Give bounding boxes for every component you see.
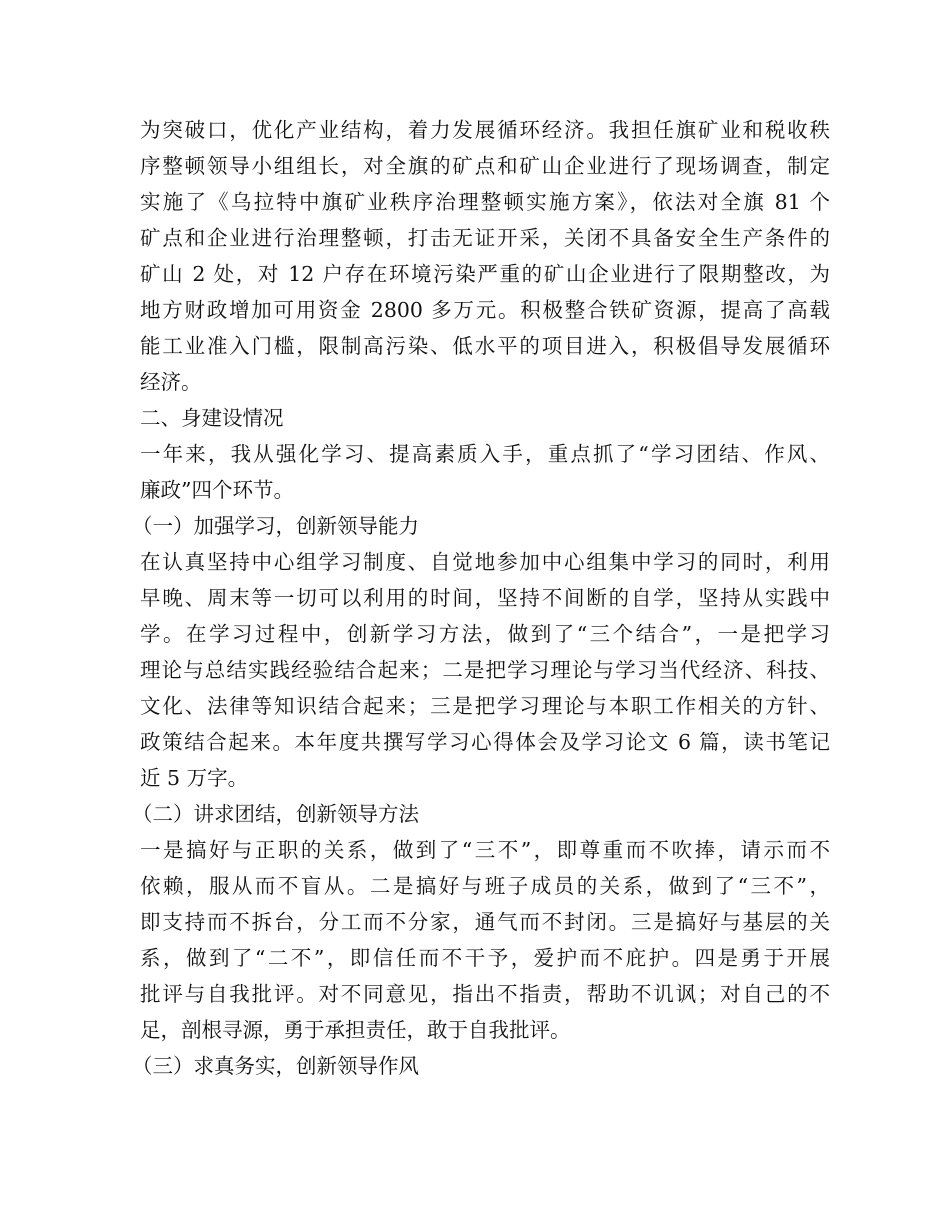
text-line: 为突破口，优化产业结构，着力发展循环经济。我担任旗矿业和税收秩 (140, 118, 830, 142)
text-line: 文化、法律等知识结合起来；三是把学习理论与本职工作相关的方针、 (140, 694, 830, 718)
text-line: 足，剖根寻源，勇于承担责任，敢于自我批评。 (140, 1018, 571, 1042)
text-line: 一年来，我从强化学习、提高素质入手，重点抓了“学习团结、作风、 (140, 442, 830, 466)
text-line: 一是搞好与正职的关系，做到了“三不”，即尊重而不吹捧，请示而不 (140, 838, 830, 862)
subsection-heading: （二）讲求团结，创新领导方法 (132, 802, 419, 826)
text-line: 系，做到了“二不”，即信任而不干予，爱护而不庇护。四是勇于开展 (140, 946, 830, 970)
text-line: 政策结合起来。本年度共撰写学习心得体会及学习论文 6 篇，读书笔记 (140, 730, 830, 754)
text-line: 理论与总结实践经验结合起来；二是把学习理论与学习当代经济、科技、 (140, 658, 830, 682)
text-line: 能工业准入门槛，限制高污染、低水平的项目进入，积极倡导发展循环 (140, 334, 830, 358)
text-line: 实施了《乌拉特中旗矿业秩序治理整顿实施方案》，依法对全旗 81 个 (140, 190, 830, 214)
text-line: 依赖，服从而不盲从。二是搞好与班子成员的关系，做到了“三不”， (140, 874, 830, 898)
section-heading: 二、身建设情况 (140, 406, 284, 430)
document-body (132, 112, 830, 1084)
text-line: 即支持而不拆台，分工而不分家，通气而不封闭。三是搞好与基层的关 (140, 910, 830, 934)
text-line: 近 5 万字。 (140, 766, 249, 790)
subsection-heading: （三）求真务实，创新领导作风 (132, 1054, 419, 1078)
text-line: 批评与自我批评。对不同意见，指出不指责，帮助不讥讽；对自己的不 (140, 982, 830, 1006)
text-line: 早晚、周末等一切可以利用的时间，坚持不间断的自学，坚持从实践中 (140, 586, 830, 610)
text-line: 矿山 2 处，对 12 户存在环境污染严重的矿山企业进行了限期整改，为 (140, 262, 830, 286)
text-line: 学。在学习过程中，创新学习方法，做到了“三个结合”，一是把学习 (140, 622, 830, 646)
text-line: 经济。 (140, 370, 202, 394)
text-line: 序整顿领导小组组长，对全旗的矿点和矿山企业进行了现场调查，制定 (140, 154, 830, 178)
subsection-heading: （一）加强学习，创新领导能力 (132, 514, 419, 538)
text-line: 矿点和企业进行治理整顿，打击无证开采，关闭不具备安全生产条件的 (140, 226, 830, 250)
text-line: 地方财政增加可用资金 2800 多万元。积极整合铁矿资源，提高了高载 (140, 298, 830, 322)
text-line: 廉政”四个环节。 (140, 478, 294, 502)
text-line: 在认真坚持中心组学习制度、自觉地参加中心组集中学习的同时，利用 (140, 550, 830, 574)
